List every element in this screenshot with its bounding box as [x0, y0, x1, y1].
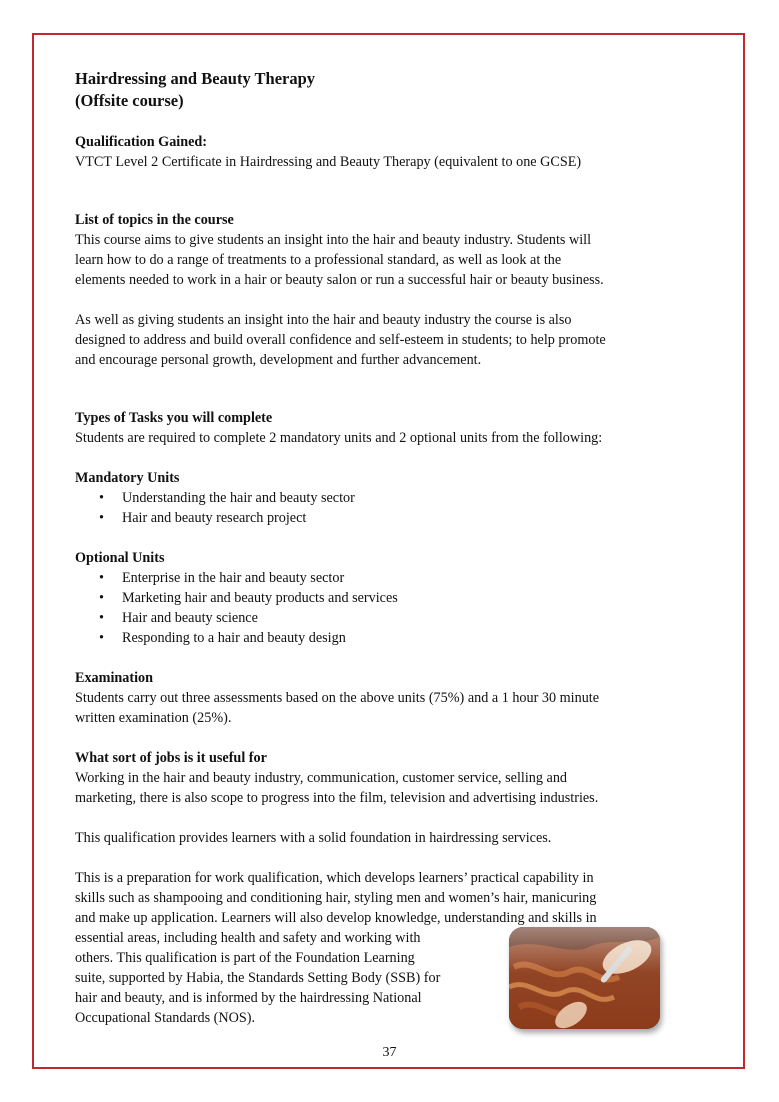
- qualification-heading: Qualification Gained:: [75, 134, 208, 150]
- list-item: • Enterprise in the hair and beauty sector: [99, 570, 345, 586]
- bullet-icon: •: [99, 490, 104, 506]
- prep-line: Occupational Standards (NOS).: [75, 1010, 256, 1026]
- bullet-icon: •: [99, 510, 104, 526]
- foundation-text: This qualification provides learners with a solid foundation in hairdressing services.: [75, 830, 552, 846]
- hairdressing-photo: [509, 927, 660, 1029]
- exam-heading: Examination: [75, 670, 154, 686]
- bullet-icon: •: [99, 630, 104, 646]
- mandatory-list: [75, 488, 695, 528]
- prep-line: and make up application. Learners will also develop knowledge, understanding and skills in: [75, 910, 597, 926]
- prep-line: hair and beauty, and is informed by the hairdressing National: [75, 990, 422, 1006]
- list-item: • Marketing hair and beauty products and services: [99, 590, 398, 606]
- prep-line: suite, supported by Habia, the Standards Setting Body (SSB) for: [75, 970, 441, 986]
- topics-line: This course aims to give students an insight into the hair and beauty industry. Students will: [75, 232, 592, 248]
- tasks-heading: Types of Tasks you will complete: [75, 410, 273, 426]
- list-item: • Responding to a hair and beauty design: [99, 630, 346, 646]
- topics-line: learn how to do a range of treatments to a professional standard, as well as look at the: [75, 252, 562, 268]
- bullet-icon: •: [99, 570, 104, 586]
- prep-line: essential areas, including health and safety and working with: [75, 930, 421, 946]
- mandatory-heading: Mandatory Units: [75, 470, 180, 486]
- prep-line: skills such as shampooing and conditioning hair, styling men and women’s hair, manicuring: [75, 890, 597, 906]
- bullet-icon: •: [99, 610, 104, 626]
- exam-line: written examination (25%).: [75, 710, 232, 726]
- optional-heading: Optional Units: [75, 550, 165, 566]
- list-item: • Hair and beauty research project: [99, 510, 307, 526]
- page-number: 37: [382, 1045, 397, 1060]
- hair-photo-illustration: [509, 927, 660, 1029]
- optional-list: [75, 568, 695, 648]
- jobs-line: marketing, there is also scope to progress into the film, television and advertising industries.: [75, 790, 599, 806]
- bullet-icon: •: [99, 590, 104, 606]
- topics-line: As well as giving students an insight into the hair and beauty industry the course is also: [75, 312, 572, 328]
- exam-line: Students carry out three assessments based on the above units (75%) and a 1 hour 30 minute: [75, 690, 600, 706]
- jobs-line: Working in the hair and beauty industry, communication, customer service, selling and: [75, 770, 568, 786]
- page-title: Hairdressing and Beauty Therapy: [75, 69, 316, 88]
- topics-heading: List of topics in the course: [75, 212, 234, 228]
- topics-line: and encourage personal growth, development and further advancement.: [75, 352, 482, 368]
- page-content: [75, 68, 695, 1028]
- topics-line: designed to address and build overall confidence and self-esteem in students; to help promote: [75, 332, 606, 348]
- prep-line: others. This qualification is part of the Foundation Learning: [75, 950, 415, 966]
- tasks-text: Students are required to complete 2 mandatory units and 2 optional units from the following:: [75, 430, 603, 446]
- list-item: • Understanding the hair and beauty sector: [99, 490, 355, 506]
- jobs-heading: What sort of jobs is it useful for: [75, 750, 267, 766]
- list-item: • Hair and beauty science: [99, 610, 258, 626]
- page-subtitle: (Offsite course): [75, 91, 184, 110]
- topics-line: elements needed to work in a hair or beauty salon or run a successful hair or beauty business.: [75, 272, 604, 288]
- qualification-text: VTCT Level 2 Certificate in Hairdressing and Beauty Therapy (equivalent to one GCSE): [75, 154, 582, 170]
- prep-line: This is a preparation for work qualification, which develops learners’ practical capability in: [75, 870, 594, 886]
